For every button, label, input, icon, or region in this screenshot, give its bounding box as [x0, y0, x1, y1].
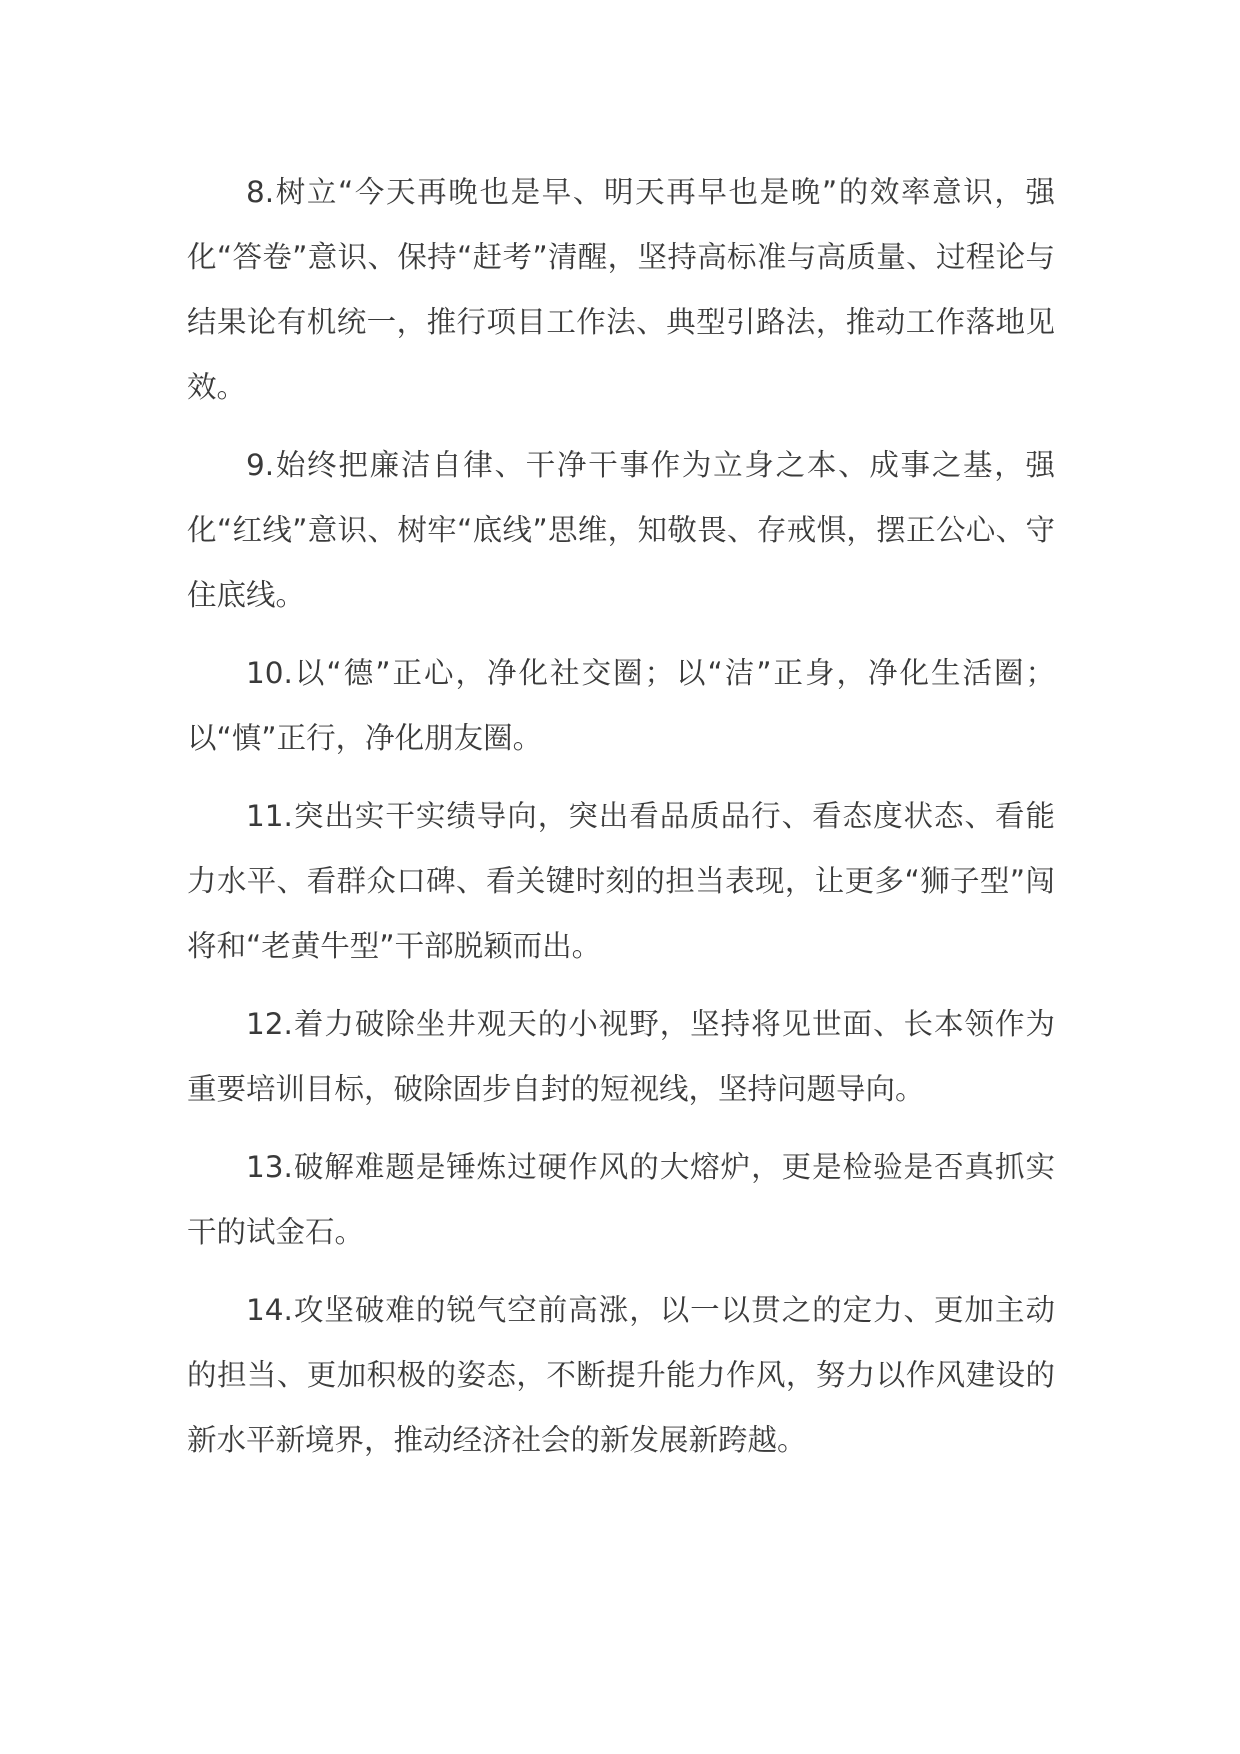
paragraph-8: 8.树立“今天再晚也是早、明天再早也是晚”的效率意识，强化“答卷”意识、保持“赶考”清醒，坚持高标准与高质量、过程论与结果论有机统一，推行项目工作法、典型引路法，推动工作落地见效。 — [187, 175, 1055, 404]
paragraph-12: 12.着力破除坐井观天的小视野，坚持将见世面、长本领作为重要培训目标，破除固步自封的短视线，坚持问题导向。 — [187, 1007, 1055, 1106]
document-body — [187, 160, 1055, 1486]
paragraph-10: 10.以“德”正心，净化社交圈；以“洁”正身，净化生活圈；以“慎”正行，净化朋友圈。 — [187, 656, 1055, 755]
paragraph-9: 9.始终把廉洁自律、干净干事作为立身之本、成事之基，强化“红线”意识、树牢“底线”思维，知敬畏、存戒惧，摆正公心、守住底线。 — [187, 448, 1055, 612]
paragraph-14: 14.攻坚破难的锐气空前高涨，以一以贯之的定力、更加主动的担当、更加积极的姿态，不断提升能力作风，努力以作风建设的新水平新境界，推动经济社会的新发展新跨越。 — [187, 1293, 1055, 1457]
paragraph-11: 11.突出实干实绩导向，突出看品质品行、看态度状态、看能力水平、看群众口碑、看关键时刻的担当表现，让更多“狮子型”闯将和“老黄牛型”干部脱颖而出。 — [187, 799, 1055, 963]
paragraph-13: 13.破解难题是锤炼过硬作风的大熔炉，更是检验是否真抓实干的试金石。 — [187, 1150, 1055, 1249]
